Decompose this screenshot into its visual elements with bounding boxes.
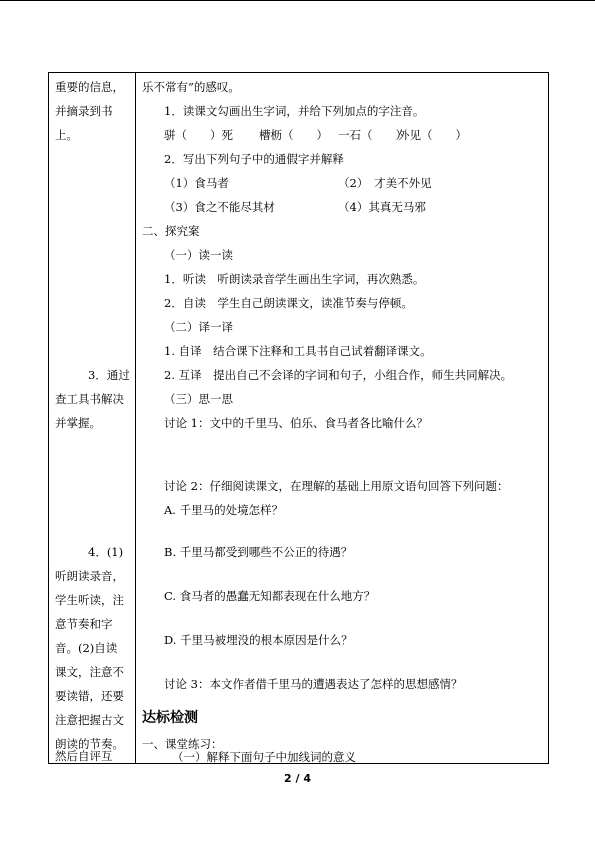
left-text-line: 学生听读，注 <box>55 593 124 607</box>
translate-item: 1. 自译 结合课下注释和工具书自己试着翻译课文。 <box>164 344 432 358</box>
top-rule <box>0 0 595 1</box>
question-b: B. 千里马都受到哪些不公正的待遇？ <box>164 545 353 559</box>
discussion-2: 讨论 2：仔细阅读课文，在理解的基础上用原文语句回答下列问题： <box>164 479 509 493</box>
practice-title: 一、课堂练习： <box>142 737 223 751</box>
left-text-line: 听朗读录音， <box>55 569 124 583</box>
left-text-line: 课文，注意不 <box>55 665 124 679</box>
intro-text: 乐不常有”的感叹。 <box>142 80 240 94</box>
left-text-line: 然后自评互 <box>55 749 113 763</box>
left-text-line: 朗读的节奏。 <box>55 737 124 751</box>
left-text-line: 3．通过 <box>88 368 130 382</box>
page-number: 2 / 4 <box>284 772 311 785</box>
task-1-item: 槽枥（ ） <box>259 128 328 142</box>
task-1-item: 骈（ ）死 <box>164 128 233 142</box>
section-heading: 达标检测 <box>142 710 198 726</box>
subsection-translate: （二）译一译 <box>164 320 233 334</box>
discussion-3: 讨论 3：本文作者借千里马的遭遇表达了怎样的思想感情？ <box>164 677 463 691</box>
read-item: 1．听读 听朗读录音学生画出生字词，再次熟悉。 <box>164 272 425 286</box>
task-1-item: 一石（ ） <box>338 128 407 142</box>
task-2-item: （3）食之不能尽其材 <box>164 200 275 214</box>
left-text-line: 音。(2)自读 <box>55 641 118 655</box>
left-text-line: 意节奏和字 <box>55 617 113 631</box>
translate-item: 2. 互译 提出自己不会译的字词和句子，小组合作，师生共同解决。 <box>164 368 513 382</box>
task-2: 2．写出下列句子中的通假字并解释 <box>164 152 344 166</box>
task-2-item: （4）其真无马邪 <box>338 200 426 214</box>
left-text-line: 要读错，还要 <box>55 689 124 703</box>
task-1: 1．读课文勾画出生字词，并给下列加点的字注音。 <box>164 104 425 118</box>
left-text-line: 注意把握古文 <box>55 713 124 727</box>
column-divider <box>135 72 136 764</box>
section-explore: 二、探究案 <box>142 224 200 238</box>
left-text-line: 并摘录到书 <box>55 104 113 118</box>
question-d: D. 千里马被埋没的根本原因是什么？ <box>164 633 353 647</box>
left-text-line: 查工具书解决 <box>55 392 124 406</box>
left-text-line: 上。 <box>55 128 78 142</box>
task-2-item: （1）食马者 <box>164 176 229 190</box>
task-1-item: 外见（ ） <box>398 128 467 142</box>
question-a: A. 千里马的处境怎样？ <box>164 503 284 517</box>
read-item: 2．自读 学生自己朗读课文，读准节奏与停顿。 <box>164 296 413 310</box>
question-c: C. 食马者的愚蠢无知都表现在什么地方？ <box>164 589 376 603</box>
discussion-1: 讨论 1：文中的千里马、伯乐、食马者各比喻什么？ <box>164 416 428 430</box>
practice-subtitle: （一）解释下面句子中加线词的意义 <box>172 750 356 764</box>
subsection-think: （三）思一思 <box>164 392 233 406</box>
left-text-line: 4．(1) <box>88 545 124 559</box>
subsection-read: （一）读一读 <box>164 248 233 262</box>
left-text-line: 并掌握。 <box>55 416 101 430</box>
task-2-item: （2） 才美不外见 <box>338 176 432 190</box>
left-text-line: 重要的信息， <box>55 80 124 94</box>
